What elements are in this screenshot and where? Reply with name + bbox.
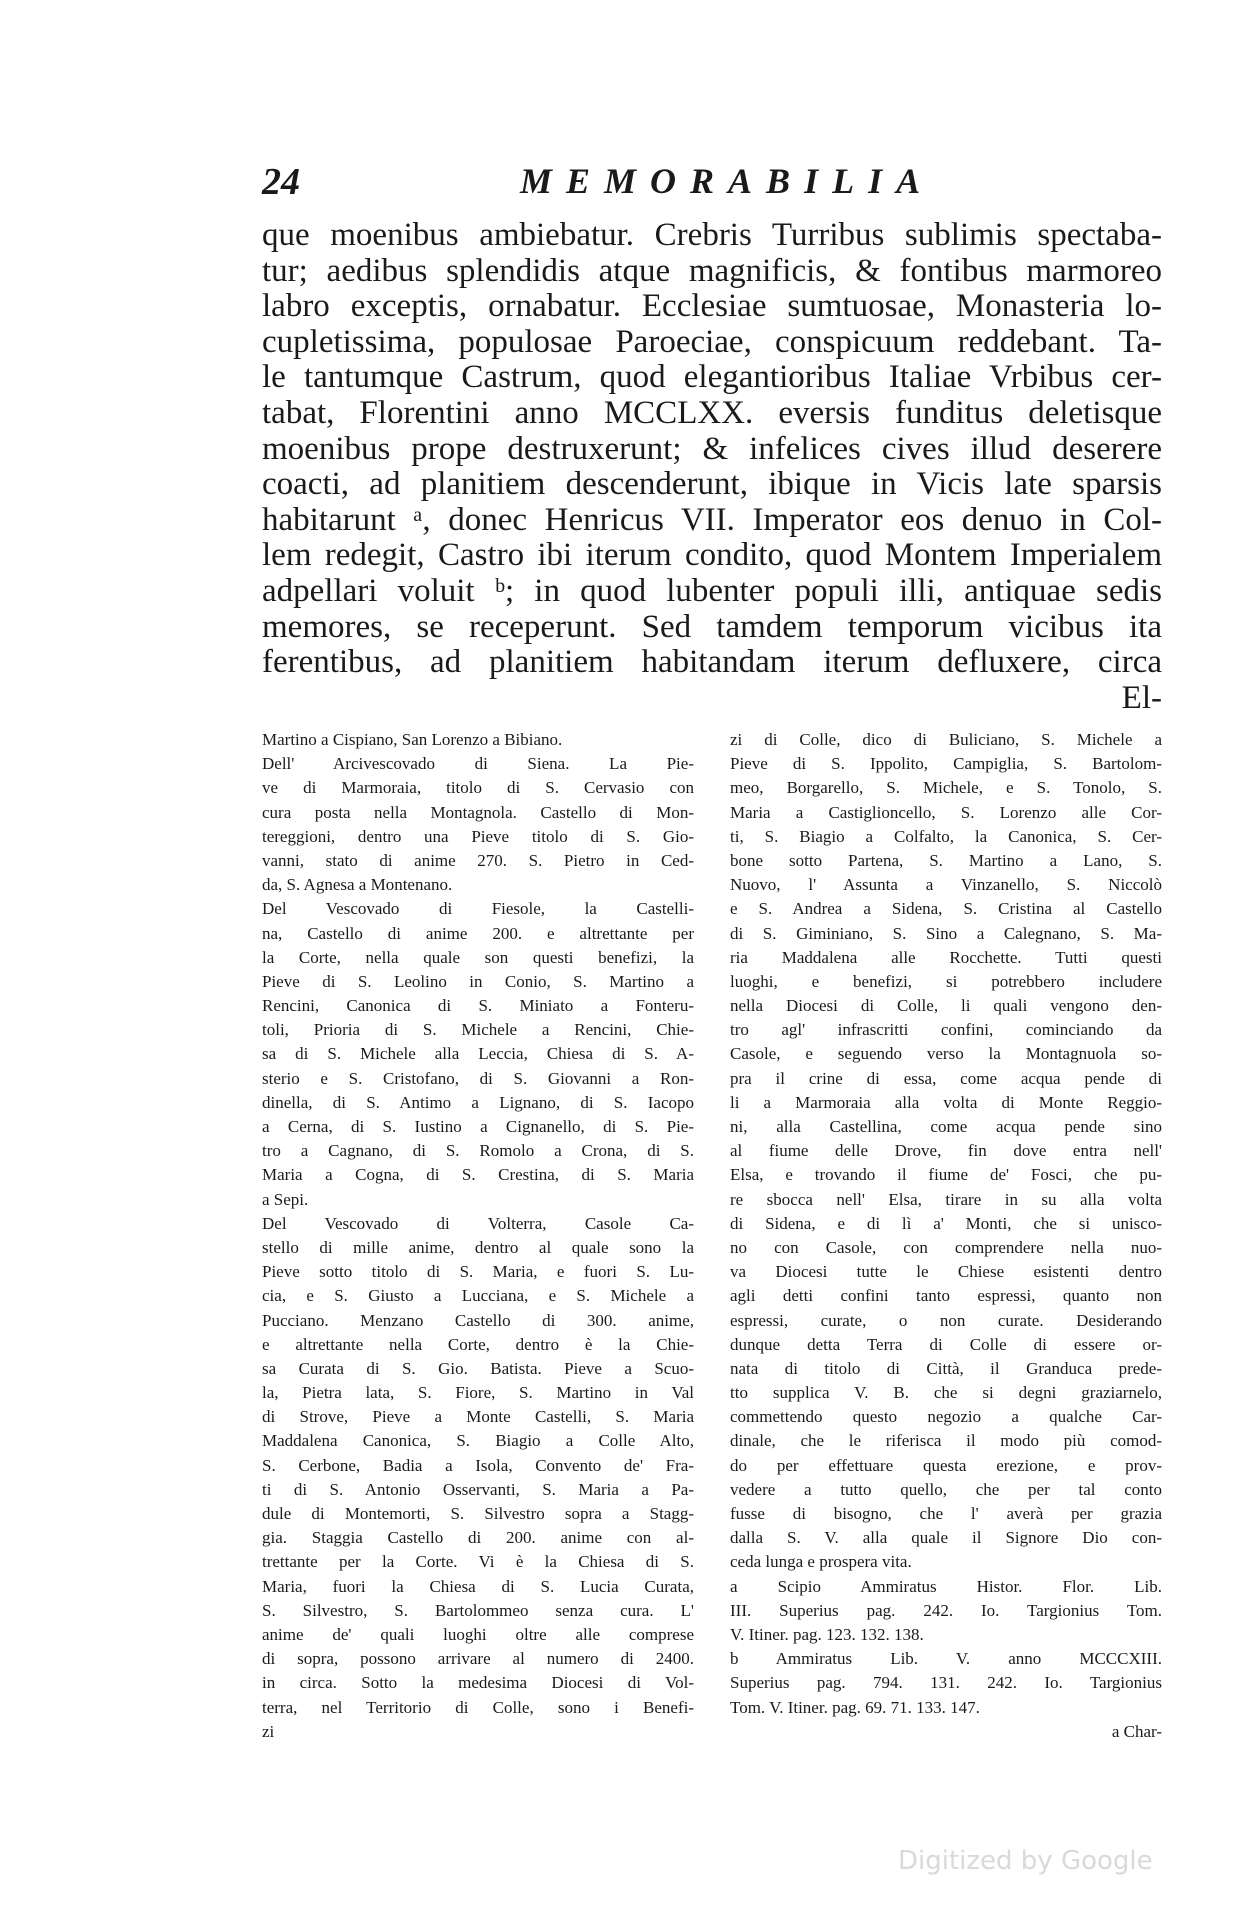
- left-column-line: sa di S. Michele alla Leccia, Chiesa di S. A-: [262, 1044, 694, 1064]
- left-column-line: Rencini, Canonica di S. Miniato a Fonteru-: [262, 996, 694, 1016]
- right-column-line: fusse di bisogno, che l' averà per grazia: [730, 1504, 1162, 1523]
- main-text-line: lem redegit, Castro ibi iterum condito, quod Montem Imperialem: [262, 537, 1162, 574]
- running-head: MEMORABILIA: [520, 161, 935, 201]
- page-header: [262, 160, 1162, 210]
- right-column-line: Casole, e seguendo verso la Montagnuola so-: [730, 1044, 1162, 1064]
- left-column-line: a Cerna, di S. Iustino a Cignanello, di S. Pie-: [262, 1117, 694, 1136]
- right-column-line: li a Marmoraia alla volta di Monte Reggio-: [730, 1092, 1162, 1112]
- right-column-line: tto supplica V. B. che si degni graziarnelo,: [730, 1383, 1162, 1403]
- main-text-line: memores, se receperunt. Sed tamdem temporum vicibus ita: [262, 608, 1162, 645]
- left-column-line: gia. Staggia Castello di 200. anime con al-: [262, 1528, 694, 1548]
- left-column-line: tereggioni, dentro una Pieve titolo di S. Gio-: [262, 826, 694, 846]
- left-column-line: la, Pietra lata, S. Fiore, S. Martino in Val: [262, 1383, 694, 1403]
- left-column-line: cia, e S. Giusto a Lucciana, e S. Michele a: [262, 1286, 694, 1306]
- left-column-line: Del Vescovado di Volterra, Casole Ca-: [262, 1213, 694, 1233]
- right-column-line: va Diocesi tutte le Chiese esistenti dentro: [730, 1262, 1162, 1282]
- right-column: [730, 728, 1162, 1744]
- right-column-line: di S. Giminiano, S. Sino a Calegnano, S. Ma-: [730, 923, 1162, 943]
- main-text-line: moenibus prope destruxerunt; & infelices cives illud deserere: [262, 430, 1162, 467]
- right-column-line: no con Casole, con comprendere nella nuo-: [730, 1237, 1162, 1257]
- right-column-line: do per effettuare questa erezione, e prov-: [730, 1455, 1162, 1475]
- left-column-line: Pieve di S. Leolino in Conio, S. Martino a: [262, 971, 694, 991]
- right-column-line: vedere a tutto quello, che per tal conto: [730, 1479, 1162, 1499]
- main-text-line: habitarunt ᵃ, donec Henricus VII. Imperator eos denuo in Col-: [262, 501, 1162, 538]
- right-column-line: Maria a Castiglioncello, S. Lorenzo alle Cor-: [730, 802, 1162, 822]
- left-column-line: ve di Marmoraia, titolo di S. Cervasio con: [262, 778, 694, 798]
- right-column-line: ceda lunga e prospera vita.: [730, 1552, 912, 1572]
- right-column-line: ti, S. Biagio a Colfalto, la Canonica, S. Cer-: [730, 826, 1162, 846]
- right-column-line: luoghi, e benefizi, si potrebbero includere: [730, 971, 1162, 991]
- left-column-line: vanni, stato di anime 270. S. Pietro in Ced-: [262, 850, 694, 870]
- right-column-line: zi di Colle, dico di Buliciano, S. Michele a: [730, 730, 1162, 749]
- watermark: Digitized by Google: [898, 1846, 1153, 1876]
- right-column-line: Tom. V. Itiner. pag. 69. 71. 133. 147.: [730, 1697, 980, 1717]
- right-column-line: al fiume delle Drove, fin dove entra nell': [730, 1141, 1162, 1161]
- left-column-line: sa Curata di S. Gio. Batista. Pieve a Scuo-: [262, 1358, 694, 1378]
- left-column-line: Pieve sotto titolo di S. Maria, e fuori S. Lu-: [262, 1262, 694, 1282]
- right-column-line: V. Itiner. pag. 123. 132. 138.: [730, 1624, 924, 1644]
- main-text-line: labro exceptis, ornabatur. Ecclesiae sumtuosae, Monasteria lo-: [262, 288, 1162, 325]
- right-column-line: Nuovo, l' Assunta a Vinzanello, S. Niccolò: [730, 875, 1162, 895]
- right-column-line: espressi, curate, o non curate. Desiderando: [730, 1310, 1162, 1330]
- main-text-line: tur; aedibus splendidis atque magnificis, & fontibus marmoreo: [262, 252, 1162, 289]
- left-column-line: ti di S. Antonio Osservanti, S. Maria a Pa-: [262, 1479, 694, 1499]
- left-column-line: stello di mille anime, dentro al quale sono la: [262, 1237, 694, 1257]
- right-column-line: dalla S. V. alla quale il Signore Dio con-: [730, 1528, 1162, 1548]
- right-column-line: agli detti confini tanto espressi, quanto non: [730, 1286, 1162, 1306]
- footnote-columns: [262, 728, 1162, 1828]
- left-column-line: a Sepi.: [262, 1189, 309, 1209]
- left-column-line: Martino a Cispiano, San Lorenzo a Bibiano.: [262, 730, 563, 749]
- left-column-line: Maddalena Canonica, S. Biagio a Colle Alto,: [262, 1431, 694, 1451]
- right-column-line: Superius pag. 794. 131. 242. Io. Targionius: [730, 1673, 1162, 1693]
- right-column-line: commettendo questo negozio a qualche Car-: [730, 1407, 1162, 1427]
- right-column-line: tro agl' infrascritti confini, cominciando da: [730, 1020, 1162, 1040]
- left-column-line: tro a Cagnano, di S. Romolo a Crona, di S.: [262, 1141, 694, 1161]
- left-column-line: zi: [262, 1721, 275, 1741]
- main-text-line: El-: [1121, 679, 1162, 716]
- main-text-block: [262, 218, 1162, 716]
- left-column-line: toli, Prioria di S. Michele a Rencini, Chie-: [262, 1020, 694, 1040]
- left-column-line: Pucciano. Menzano Castello di 300. anime,: [262, 1310, 694, 1330]
- left-column-line: Del Vescovado di Fiesole, la Castelli-: [262, 899, 694, 919]
- left-column-line: Dell' Arcivescovado di Siena. La Pie-: [262, 754, 694, 774]
- left-column-line: di sopra, possono arrivare al numero di 2400.: [262, 1649, 694, 1669]
- right-column-line: di Sidena, e di lì a' Monti, che si unisco-: [730, 1213, 1162, 1233]
- left-column-line: dule di Montemorti, S. Silvestro sopra a Stagg-: [262, 1504, 694, 1523]
- main-text-line: le tantumque Castrum, quod elegantioribus Italiae Vrbibus cer-: [262, 359, 1162, 396]
- main-text-line: tabat, Florentini anno MCCLXX. eversis funditus deletisque: [262, 394, 1162, 431]
- right-column-line: a Scipio Ammiratus Histor. Flor. Lib.: [730, 1576, 1162, 1596]
- left-column-line: na, Castello di anime 200. e altrettante per: [262, 923, 694, 943]
- right-column-line: re sbocca nell' Elsa, tirare in su alla volta: [730, 1189, 1162, 1209]
- right-column-line: ria Maddalena alle Rocchette. Tutti questi: [730, 947, 1162, 967]
- right-column-line: nata di titolo di Città, il Granduca prede-: [730, 1358, 1162, 1378]
- main-text-line: coacti, ad planitiem descenderunt, ibique in Vicis late sparsis: [262, 466, 1162, 503]
- left-column-line: trettante per la Corte. Vi è la Chiesa di S.: [262, 1552, 694, 1572]
- left-column-line: S. Silvestro, S. Bartolommeo senza cura. L': [262, 1600, 694, 1620]
- left-column-line: e altrettante nella Corte, dentro è la Chie-: [262, 1334, 694, 1354]
- right-column-line: III. Superius pag. 242. Io. Targionius Tom.: [730, 1600, 1162, 1620]
- main-text-line: que moenibus ambiebatur. Crebris Turribus sublimis spectaba-: [262, 217, 1162, 253]
- left-column-line: Maria a Cogna, di S. Crestina, di S. Maria: [262, 1165, 694, 1185]
- right-column-line: dunque detta Terra di Colle di essere or-: [730, 1334, 1162, 1354]
- left-column-line: di Strove, Pieve a Monte Castelli, S. Maria: [262, 1407, 694, 1427]
- right-column-line: e S. Andrea a Sidena, S. Cristina al Castello: [730, 899, 1162, 919]
- main-text-line: cupletissima, populosae Paroeciae, conspicuum reddebant. Ta-: [262, 323, 1162, 360]
- right-column-line: ni, alla Castellina, come acqua pende sino: [730, 1117, 1162, 1136]
- right-column-line: b Ammiratus Lib. V. anno MCCCXIII.: [730, 1649, 1162, 1669]
- page-number: 24: [262, 161, 300, 203]
- main-text-line: ferentibus, ad planitiem habitandam iterum defluxere, circa: [262, 644, 1162, 681]
- right-column-line: Elsa, e trovando il fiume de' Fosci, che pu-: [730, 1165, 1162, 1185]
- left-column-line: terra, nel Territorio di Colle, sono i Benefi-: [262, 1697, 694, 1717]
- left-column-line: da, S. Agnesa a Montenano.: [262, 875, 453, 895]
- main-text-line: adpellari voluit ᵇ; in quod lubenter populi illi, antiquae sedis: [262, 572, 1162, 609]
- right-column-line: nella Diocesi di Colle, li quali vengono den-: [730, 996, 1162, 1016]
- right-column-line: bone sotto Partena, S. Martino a Lano, S.: [730, 850, 1162, 870]
- left-column-line: in circa. Sotto la medesima Diocesi di Vol-: [262, 1673, 694, 1693]
- left-column-line: Maria, fuori la Chiesa di S. Lucia Curata,: [262, 1576, 694, 1596]
- left-column-line: sterio e S. Cristofano, di S. Giovanni a Ron-: [262, 1068, 694, 1088]
- left-column-line: cura posta nella Montagnola. Castello di Mon-: [262, 802, 694, 822]
- right-column-line: meo, Borgarello, S. Michele, e S. Tonolo, S.: [730, 778, 1162, 798]
- left-column-line: la Corte, nella quale son questi benefizi, la: [262, 947, 694, 967]
- left-column: [262, 728, 694, 1744]
- left-column-line: S. Cerbone, Badia a Isola, Convento de' Fra-: [262, 1455, 694, 1475]
- right-column-line: Pieve di S. Ippolito, Campiglia, S. Bartolom-: [730, 754, 1162, 774]
- left-column-line: anime de' quali luoghi oltre alle comprese: [262, 1624, 694, 1644]
- left-column-line: dinella, di S. Antimo a Lignano, di S. Iacopo: [262, 1092, 694, 1112]
- right-column-line: dinale, che le riferisca il modo più comod-: [730, 1431, 1162, 1451]
- right-column-line: a Char-: [1111, 1721, 1162, 1741]
- right-column-line: pra il crine di essa, come acqua pende di: [730, 1068, 1162, 1088]
